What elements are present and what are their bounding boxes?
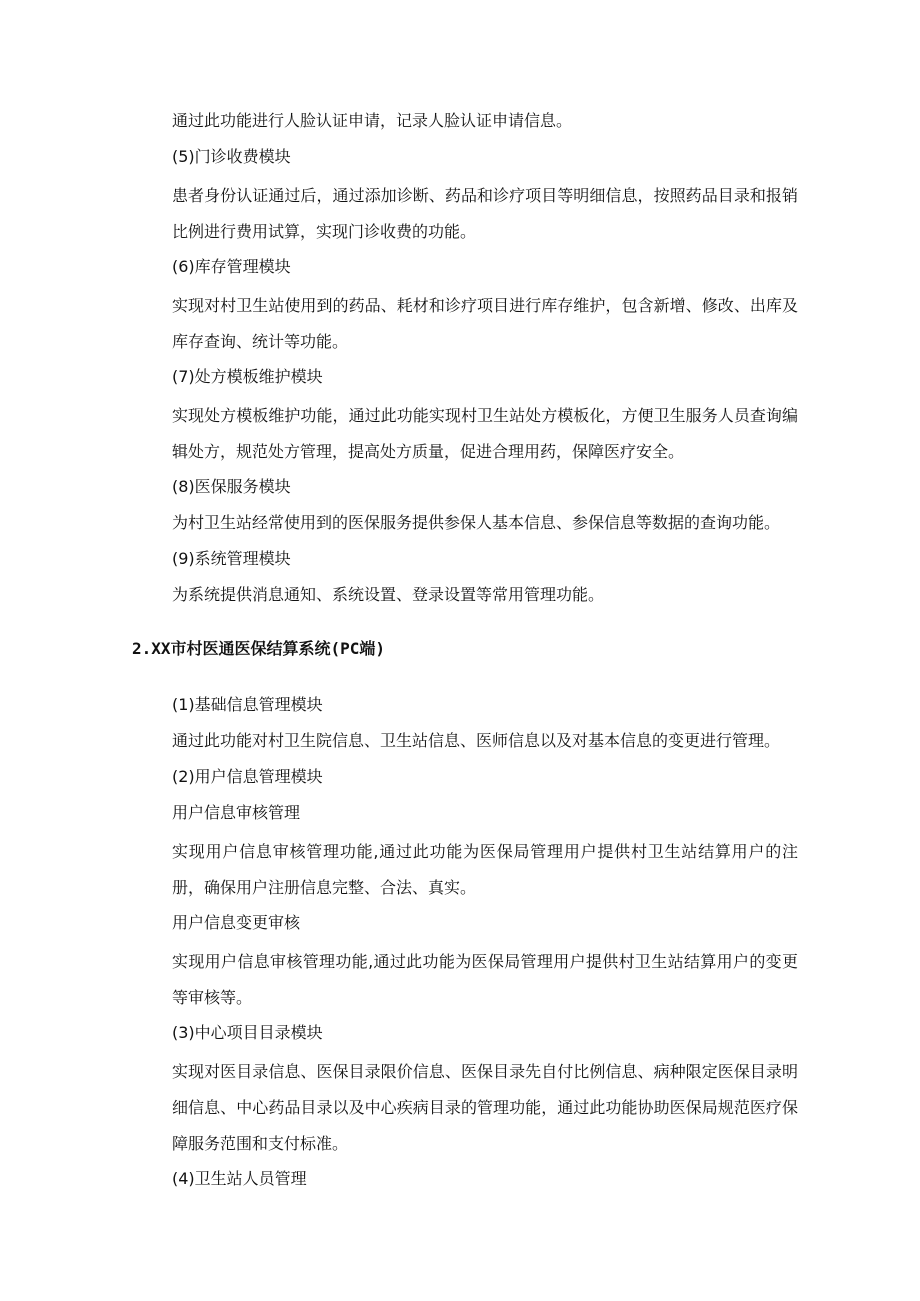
subsection-title: 用户信息审核管理 bbox=[172, 803, 301, 822]
section-heading: (6)库存管理模块 bbox=[172, 257, 291, 276]
paragraph: 患者身份认证通过后，通过添加诊断、药品和诊疗项目等明细信息，按照药品目录和报销比例进行费用试算，实现门诊收费的功能。 bbox=[172, 186, 798, 241]
paragraph: 通过此功能对村卫生院信息、卫生站信息、医师信息以及对基本信息的变更进行管理。 bbox=[172, 731, 781, 750]
section-heading: (3)中心项目目录模块 bbox=[172, 1023, 323, 1042]
section-heading: (1)基础信息管理模块 bbox=[172, 695, 323, 714]
paragraph: 通过此功能进行人脸认证申请，记录人脸认证申请信息。 bbox=[172, 111, 573, 130]
paragraph: 为村卫生站经常使用到的医保服务提供参保人基本信息、参保信息等数据的查询功能。 bbox=[172, 513, 781, 532]
paragraph: 为系统提供消息通知、系统设置、登录设置等常用管理功能。 bbox=[172, 585, 605, 604]
section-heading: (5)门诊收费模块 bbox=[172, 147, 291, 166]
paragraph: 实现用户信息审核管理功能,通过此功能为医保局管理用户提供村卫生站结算用户的注册，确保用户注册信息完整、合法、真实。 bbox=[172, 842, 798, 897]
section-heading: (7)处方模板维护模块 bbox=[172, 367, 323, 386]
section-heading: (8)医保服务模块 bbox=[172, 477, 291, 496]
paragraph: 实现用户信息审核管理功能,通过此功能为医保局管理用户提供村卫生站结算用户的变更等审核等。 bbox=[172, 952, 798, 1007]
paragraph: 实现对医目录信息、医保目录限价信息、医保目录先自付比例信息、病种限定医保目录明细信息、中心药品目录以及中心疾病目录的管理功能，通过此功能协助医保局规范医疗保障服务范围和支付标准。 bbox=[172, 1062, 798, 1153]
section-heading: (4)卫生站人员管理 bbox=[172, 1169, 307, 1188]
section-heading: (9)系统管理模块 bbox=[172, 549, 291, 568]
chapter-title: 2.XX市村医通医保结算系统(PC端) bbox=[132, 639, 386, 658]
subsection-title: 用户信息变更审核 bbox=[172, 913, 301, 932]
section-heading: (2)用户信息管理模块 bbox=[172, 767, 323, 786]
paragraph: 实现对村卫生站使用到的药品、耗材和诊疗项目进行库存维护，包含新增、修改、出库及库存查询、统计等功能。 bbox=[172, 296, 798, 351]
paragraph: 实现处方模板维护功能，通过此功能实现村卫生站处方模板化，方便卫生服务人员查询编辑处方，规范处方管理，提高处方质量，促进合理用药，保障医疗安全。 bbox=[172, 406, 798, 461]
